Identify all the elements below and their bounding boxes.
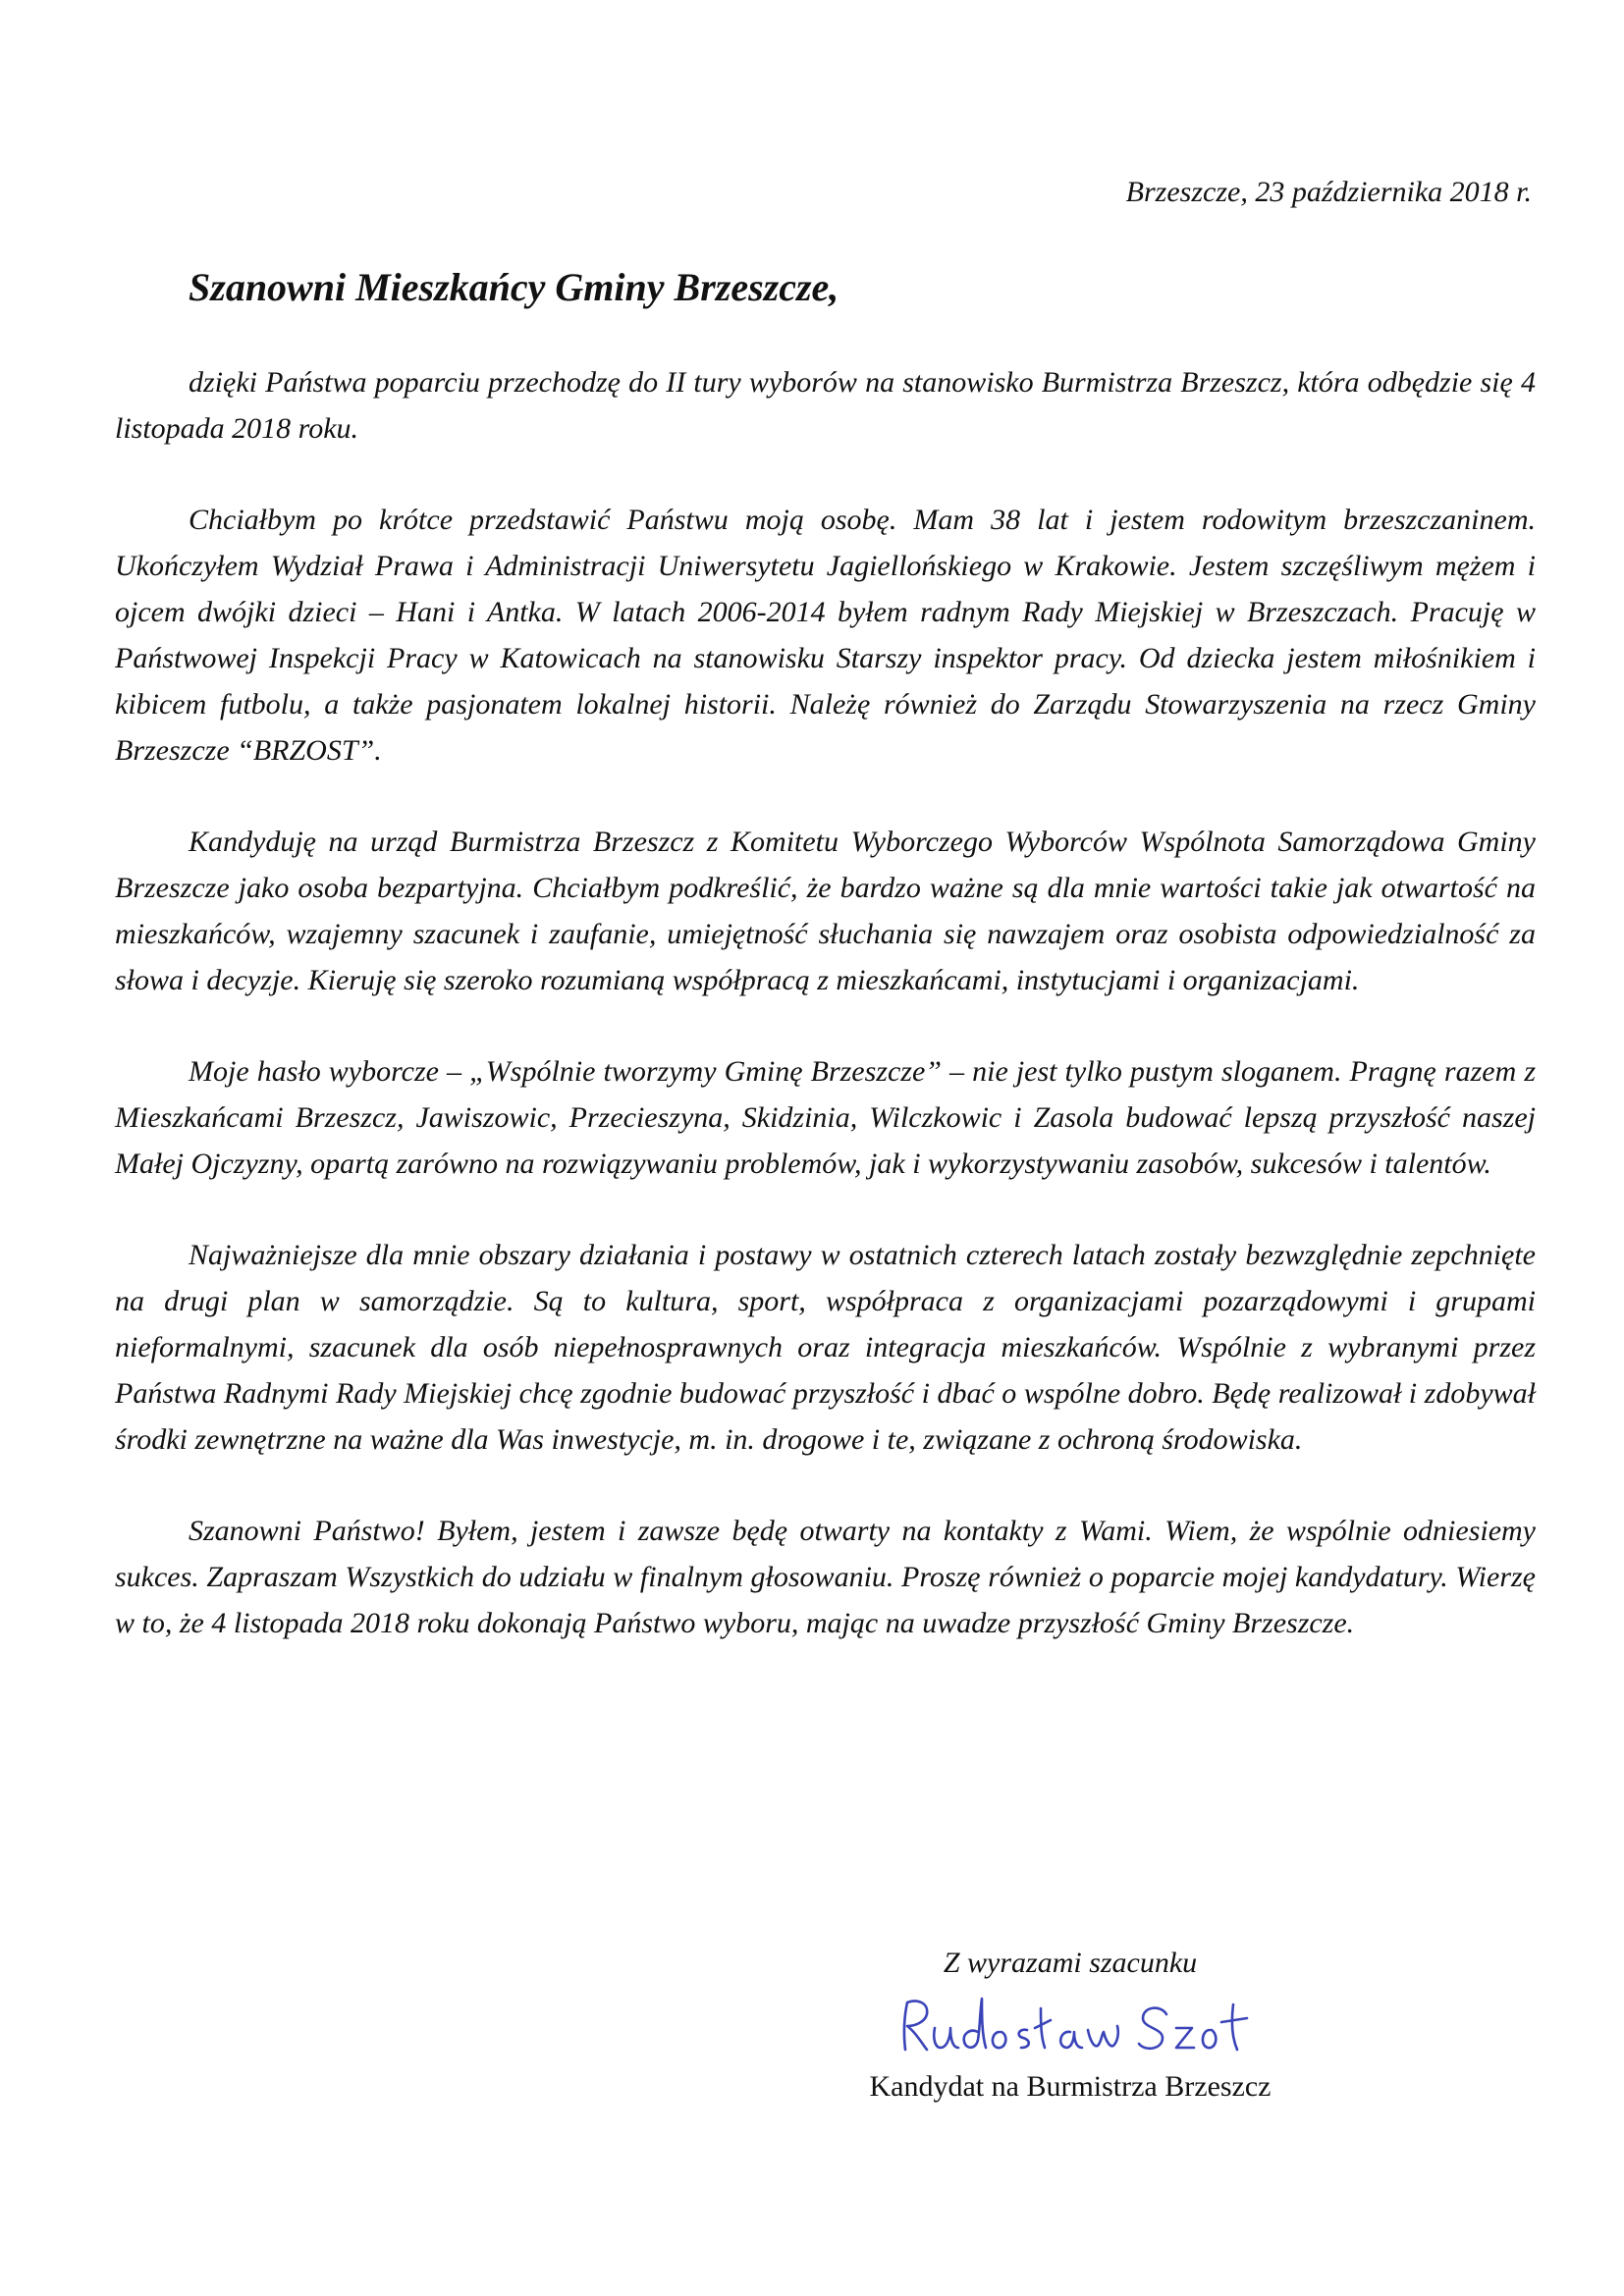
letter-closing-block [785, 1944, 1355, 2107]
handwritten-signature [884, 1989, 1257, 2063]
candidate-title: Kandydat na Burmistrza Brzeszcz [869, 2070, 1272, 2103]
paragraph-priorities: Najważniejsze dla mnie obszary działania i postawy w ostatnich czterech latach zostały bezwzględnie zepchnięte na drugi plan w samorządzie. Są to kultura, sport, współpraca z organizacjami pozarządowymi i grupami nieformalnymi, szacunek dla osób niepełnosprawnych oraz integracja mieszkańców. Wspólnie z wybranymi przez Państwa Radnymi Rady Miejskiej chcę zgodnie budować przyszłość i dbać o wspólne dobro. Będę realizował i zdobywał środki zewnętrzne na ważne dla Was inwestycje, m. in. drogowe i te, związane z ochroną środowiska. [115, 1239, 1536, 1456]
paragraph-candidacy: Kandyduję na urząd Burmistrza Brzeszcz z Komitetu Wyborczego Wyborców Wspólnota Samorządowa Gminy Brzeszcze jako osoba bezpartyjna. Chciałbym podkreślić, że bardzo ważne są dla mnie wartości takie jak otwartość na mieszkańców, wzajemny szacunek i zaufanie, umiejętność słuchania się nawzajem oraz osobista odpowiedzialność za słowa i decyzje. Kieruję się szeroko rozumianą współpracą z mieszkańcami, instytucjami i organizacjami. [115, 826, 1536, 996]
paragraph-slogan: Moje hasło wyborcze – „Wspólnie tworzymy Gminę Brzeszcze” – nie jest tylko pustym sloganem. Pragnę razem z Mieszkańcami Brzeszcz, Jawiszowic, Przecieszyna, Skidzinia, Wilczkowic i Zasola budować lepszą przyszłość naszej Małej Ojczyzny, opartą zarówno na rozwiązywaniu problemów, jak i wykorzystywaniu zasobów, sukcesów i talentów. [115, 1055, 1536, 1180]
letter-date: Brzeszcze, 23 października 2018 r. [1125, 176, 1532, 208]
paragraph-intro: dzięki Państwa poparciu przechodzę do II tury wyborów na stanowisko Burmistrza Brzeszcz, która odbędzie się 4 listopada 2018 roku. [115, 366, 1536, 445]
paragraph-appeal: Szanowni Państwo! Byłem, jestem i zawsze będę otwarty na kontakty z Wami. Wiem, że wspólnie odniesiemy sukces. Zapraszam Wszystkich do udziału w finalnym głosowaniu. Proszę również o poparcie mojej kandydatury. Wierzę w to, że 4 listopada 2018 roku dokonają Państwo wyboru, mając na uwadze przyszłość Gminy Brzeszcze. [115, 1515, 1536, 1639]
paragraph-biography: Chciałbym po krótce przedstawić Państwu moją osobę. Mam 38 lat i jestem rodowitym brzeszczaninem. Ukończyłem Wydział Prawa i Administracji Uniwersytetu Jagiellońskiego w Krakowie. Jestem szczęśliwym mężem i ojcem dwójki dzieci – Hani i Antka. W latach 2006-2014 byłem radnym Rady Miejskiej w Brzeszczach. Pracuję w Państwowej Inspekcji Pracy w Katowicach na stanowisku Starszy inspektor pracy. Od dziecka jestem miłośnikiem i kibicem futbolu, a także pasjonatem lokalnej historii. Należę również do Zarządu Stowarzyszenia na rzecz Gminy Brzeszcze “BRZOST”. [115, 504, 1536, 767]
letter-salutation: Szanowni Mieszkańcy Gminy Brzeszcze, [189, 265, 839, 309]
closing-phrase: Z wyrazami szacunku [943, 1947, 1198, 1979]
letter-body [115, 359, 1536, 1691]
